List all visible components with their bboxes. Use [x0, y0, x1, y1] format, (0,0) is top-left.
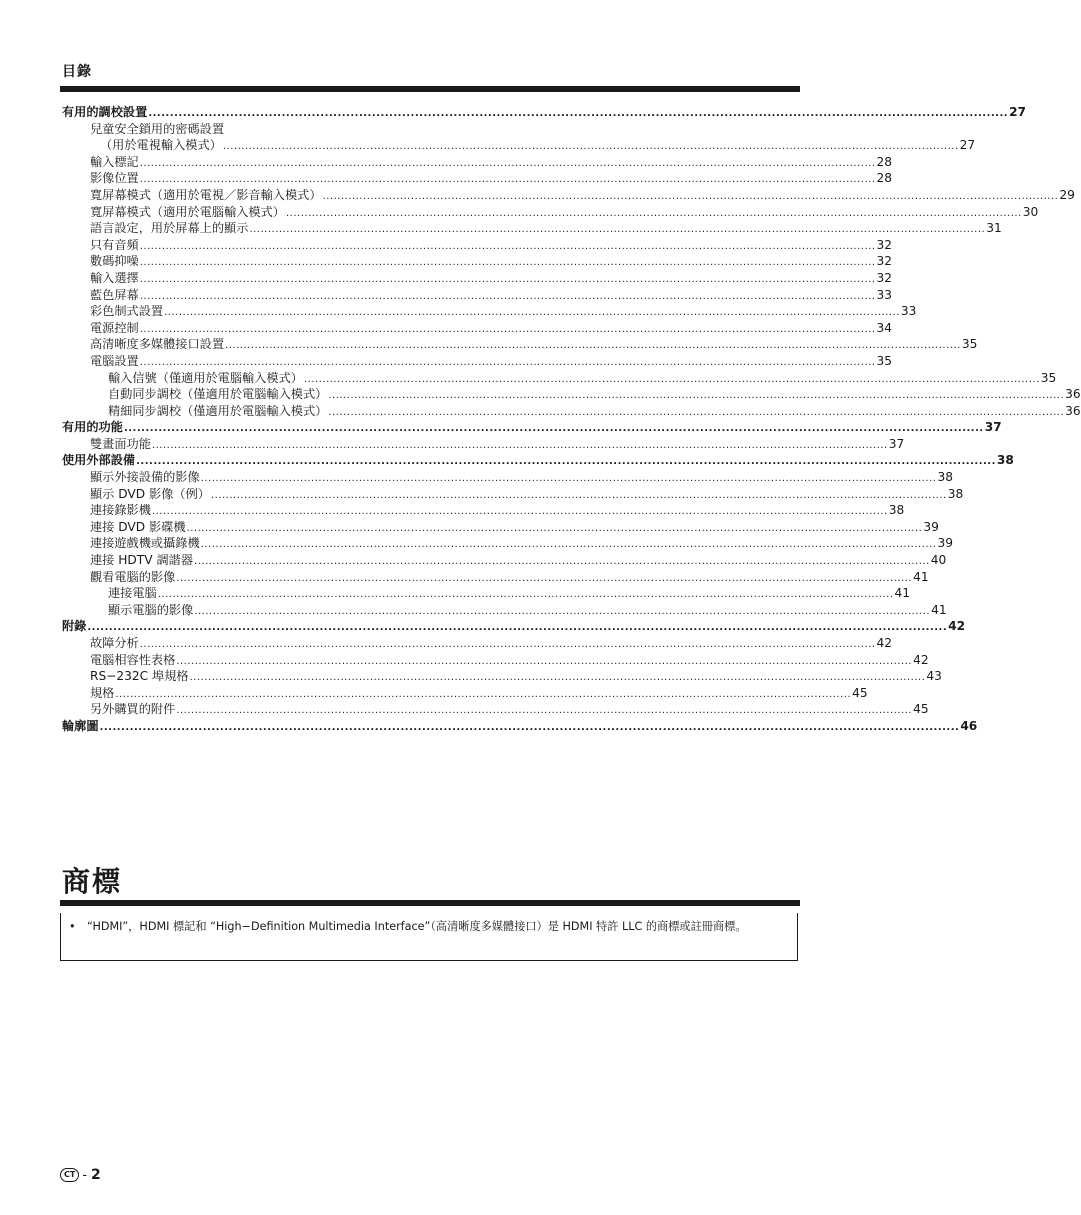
- toc-entry: [62, 253, 893, 270]
- toc-entry-page: 27: [959, 138, 976, 153]
- toc-entry-label: 輸入標記: [90, 154, 139, 169]
- toc-entry-page: 29: [1059, 187, 1075, 202]
- toc-leader-dots: ........................................................................................................................................................................................................: [139, 174, 876, 186]
- toc-leader-dots: ........................................................................................................................................................................................................: [139, 157, 876, 169]
- toc-entry-label: 輸入選擇: [90, 270, 139, 285]
- toc-entry: [62, 486, 964, 503]
- toc-entry-page: 37: [888, 436, 905, 451]
- toc-entry-label: 高清晰度多媒體接口設置: [90, 337, 225, 352]
- toc-entry: [62, 270, 893, 287]
- toc-entry-label: 有用的調校設置: [62, 105, 148, 119]
- toc-entry-page: 38: [937, 470, 953, 485]
- toc-leader-dots: ........................................................................................................................................................................................................: [139, 323, 876, 335]
- toc-entry-page: 41: [913, 569, 929, 584]
- toc-leader-dots: ........................................................................................................................................................................................................: [136, 456, 996, 468]
- toc-entry-page: 34: [876, 320, 893, 335]
- toc-leader-dots: ........................................................................................................................................................................................................: [123, 423, 984, 435]
- toc-leader-dots: ........................................................................................................................................................................................................: [148, 108, 1009, 119]
- toc-entry: [62, 287, 893, 304]
- language-badge: CT: [60, 1168, 79, 1182]
- toc-leader-dots: ........................................................................................................................................................................................................: [139, 257, 876, 269]
- toc-entry-label: 觀看電腦的影像: [90, 569, 176, 584]
- toc-entry-page: 45: [913, 702, 929, 717]
- toc-leader-dots: ........................................................................................................................................................................................................: [328, 406, 1065, 418]
- toc-entry-label: RS−232C 埠規格: [90, 669, 189, 684]
- toc-entry-page: 28: [876, 171, 893, 186]
- toc-entry-page: 35: [961, 337, 978, 352]
- toc-entry: [62, 602, 947, 619]
- toc-leader-dots: ........................................................................................................................................................................................................: [157, 589, 894, 601]
- toc-leader-dots: ........................................................................................................................................................................................................: [186, 522, 923, 534]
- toc-entry: [62, 154, 893, 171]
- toc-entry-page: 33: [876, 287, 893, 302]
- toc-entry-page: 41: [931, 602, 947, 617]
- toc-entry: [62, 336, 978, 353]
- toc-entry: [62, 585, 911, 602]
- toc-heading: [62, 104, 1027, 121]
- toc-leader-dots: ........................................................................................................................................................................................................: [176, 705, 913, 717]
- toc-entry-page: 33: [900, 304, 917, 319]
- toc-entry-page: 41: [894, 586, 911, 601]
- toc-entry-label: 連接電腦: [108, 586, 157, 601]
- toc-entry: [62, 685, 868, 702]
- toc-leader-dots: ........................................................................................................................................................................................................: [164, 307, 900, 319]
- toc-entry: [62, 701, 929, 718]
- toc-entry-label: 彩色制式設置: [90, 304, 164, 319]
- toc-leader-dots: ........................................................................................................................................................................................................: [115, 688, 852, 700]
- toc-entry-page: 27: [1009, 105, 1027, 119]
- toc-entry-label: 語言設定，用於屏幕上的顯示: [90, 221, 249, 236]
- toc-leader-dots: ........................................................................................................................................................................................................: [139, 356, 876, 368]
- toc-entry-label: 規格: [90, 685, 115, 700]
- toc-entry-page: 31: [986, 221, 1002, 236]
- toc-entry: [62, 403, 1081, 420]
- toc-entry-label: 雙畫面功能: [90, 436, 151, 451]
- toc-leader-dots: ........................................................................................................................................................................................................: [200, 539, 937, 551]
- toc-entry: [62, 436, 905, 453]
- toc-entry-label: 使用外部設備: [62, 453, 136, 468]
- toc-entry-label: （用於電視輸入模式）: [100, 138, 222, 153]
- trademark-note: [60, 913, 798, 961]
- toc-leader-dots: ........................................................................................................................................................................................................: [194, 556, 930, 568]
- toc-entry: [62, 635, 893, 652]
- toc-entry-label: 電腦相容性表格: [90, 652, 176, 667]
- toc-entry-label: 連接 DVD 影碟機: [90, 519, 186, 534]
- toc-entry-page: 45: [852, 685, 868, 700]
- toc-leader-dots: ........................................................................................................................................................................................................: [304, 373, 1040, 385]
- toc-entry-page: 42: [948, 619, 966, 634]
- table-of-contents: [62, 104, 1081, 735]
- toc-entry-label: 數碼抑噪: [90, 254, 139, 269]
- toc-entry: [62, 170, 893, 187]
- toc-leader-dots: ........................................................................................................................................................................................................: [99, 721, 960, 733]
- toc-entry-page: 35: [1040, 370, 1057, 385]
- toc-entry-label: 故障分析: [90, 636, 139, 650]
- toc-entry-label: 影像位置: [90, 171, 139, 186]
- toc-entry: [62, 370, 1057, 387]
- toc-leader-dots: ........................................................................................................................................................................................................: [200, 473, 937, 485]
- toc-leader-dots: ........................................................................................................................................................................................................: [210, 489, 947, 501]
- toc-divider: [60, 86, 800, 92]
- toc-leader-dots: ........................................................................................................................................................................................................: [286, 207, 1022, 219]
- toc-entry-label: 輸入信號（僅適用於電腦輸入模式）: [108, 370, 303, 385]
- toc-entry: [62, 469, 953, 486]
- toc-entry-page: 38: [947, 486, 964, 501]
- toc-heading: [62, 419, 1002, 436]
- toc-leader-dots: ........................................................................................................................................................................................................: [139, 639, 876, 650]
- toc-entry: [62, 569, 929, 586]
- toc-entry-page: 32: [876, 237, 893, 252]
- toc-leader-dots: ........................................................................................................................................................................................................: [176, 655, 913, 667]
- trademark-divider: [60, 900, 800, 906]
- toc-entry-page: 38: [996, 453, 1014, 468]
- toc-leader-dots: ........................................................................................................................................................................................................: [225, 340, 961, 352]
- toc-entry-label: 有用的功能: [62, 420, 123, 435]
- toc-entry: [62, 668, 942, 685]
- toc-entry: [62, 353, 893, 370]
- toc-entry: [62, 303, 917, 320]
- toc-entry: [62, 121, 416, 138]
- toc-leader-dots: ........................................................................................................................................................................................................: [87, 622, 948, 634]
- toc-heading: [62, 618, 966, 635]
- toc-leader-dots: ........................................................................................................................................................................................................: [322, 190, 1059, 202]
- toc-heading: [62, 718, 978, 735]
- bullet-icon: •: [69, 920, 76, 933]
- toc-leader-dots: ........................................................................................................................................................................................................: [151, 439, 888, 451]
- toc-leader-dots: ........................................................................................................................................................................................................: [249, 224, 986, 236]
- toc-entry-page: 42: [876, 636, 893, 650]
- toc-entry: [62, 137, 976, 154]
- toc-entry-page: 30: [1022, 204, 1039, 219]
- trademark-text: “HDMI”，HDMI 標記和 “High−Definition Multimedia Interface”（高清晰度多媒體接口）是 HDMI 特許 LLC 的商標或註冊商標。: [87, 920, 747, 933]
- toc-entry: [62, 204, 1039, 221]
- toc-leader-dots: ........................................................................................................................................................................................................: [176, 572, 913, 584]
- toc-entry: [62, 502, 905, 519]
- toc-entry: [62, 552, 947, 569]
- toc-entry-label: 另外購買的附件: [90, 702, 176, 717]
- toc-entry: [62, 187, 1075, 204]
- toc-leader-dots: ........................................................................................................................................................................................................: [139, 290, 876, 302]
- toc-entry-label: 輪廓圖: [62, 718, 99, 733]
- toc-leader-dots: ........................................................................................................................................................................................................: [222, 141, 959, 153]
- toc-leader-dots: ........................................................................................................................................................................................................: [189, 672, 926, 684]
- trademark-title: 商標: [62, 865, 123, 898]
- toc-leader-dots: ........................................................................................................................................................................................................: [151, 506, 888, 518]
- toc-entry-label: 電腦設置: [90, 353, 139, 368]
- toc-entry-page: 32: [876, 270, 893, 285]
- toc-entry-label: 連接遊戲機或攝錄機: [90, 536, 200, 551]
- toc-entry-page: 43: [926, 669, 942, 684]
- toc-entry: [62, 652, 929, 669]
- toc-entry-label: 連接錄影機: [90, 503, 151, 518]
- toc-entry-page: 36: [1065, 387, 1081, 402]
- toc-leader-dots: ........................................................................................................................................................................................................: [194, 605, 931, 617]
- toc-entry-label: 附錄: [62, 619, 87, 634]
- toc-entry: [62, 535, 953, 552]
- toc-entry: [62, 237, 893, 254]
- toc-entry-page: 36: [1065, 403, 1081, 418]
- toc-entry: [62, 386, 1081, 403]
- toc-entry-page: 46: [960, 718, 978, 733]
- toc-entry-page: 39: [937, 536, 953, 551]
- toc-entry: [62, 519, 939, 536]
- footer-separator: -: [82, 1167, 88, 1183]
- toc-entry: [62, 320, 893, 337]
- toc-entry-page: 40: [930, 553, 947, 568]
- toc-entry-page: 37: [984, 420, 1002, 435]
- toc-leader-dots: ........................................................................................................................................................................................................: [328, 390, 1065, 402]
- toc-entry-label: 自動同步調校（僅適用於電腦輸入模式）: [108, 387, 328, 402]
- toc-entry-label: 兒童安全鎖用的密碼設置: [90, 121, 225, 136]
- toc-entry-page: 39: [923, 519, 939, 534]
- toc-entry-label: 只有音頻: [90, 237, 139, 252]
- toc-entry-page: 32: [876, 254, 893, 269]
- toc-entry-label: 寬屏幕模式（適用於電視／影音輸入模式）: [90, 187, 322, 202]
- toc-entry-label: 藍色屏幕: [90, 287, 139, 302]
- toc-entry-page: 38: [888, 503, 905, 518]
- toc-entry-label: 寬屏幕模式（適用於電腦輸入模式）: [90, 204, 285, 219]
- toc-entry-page: 35: [876, 353, 893, 368]
- page-footer: [60, 1167, 101, 1183]
- toc-entry-page: 42: [913, 652, 929, 667]
- toc-entry-page: 28: [876, 154, 893, 169]
- toc-leader-dots: ........................................................................................................................................................................................................: [139, 240, 876, 252]
- toc-entry: [62, 220, 1002, 237]
- toc-entry-label: 顯示外接設備的影像: [90, 470, 200, 485]
- page-number: 2: [91, 1167, 101, 1183]
- toc-entry-label: 精細同步調校（僅適用於電腦輸入模式）: [108, 403, 328, 418]
- toc-entry-label: 顯示 DVD 影像（例）: [90, 486, 210, 501]
- toc-heading: [62, 452, 1014, 469]
- toc-title: 目錄: [62, 64, 92, 80]
- toc-entry-label: 連接 HDTV 調諧器: [90, 553, 194, 568]
- toc-entry-label: 顯示電腦的影像: [108, 602, 194, 617]
- toc-leader-dots: ........................................................................................................................................................................................................: [139, 273, 876, 285]
- toc-entry-label: 電源控制: [90, 320, 139, 335]
